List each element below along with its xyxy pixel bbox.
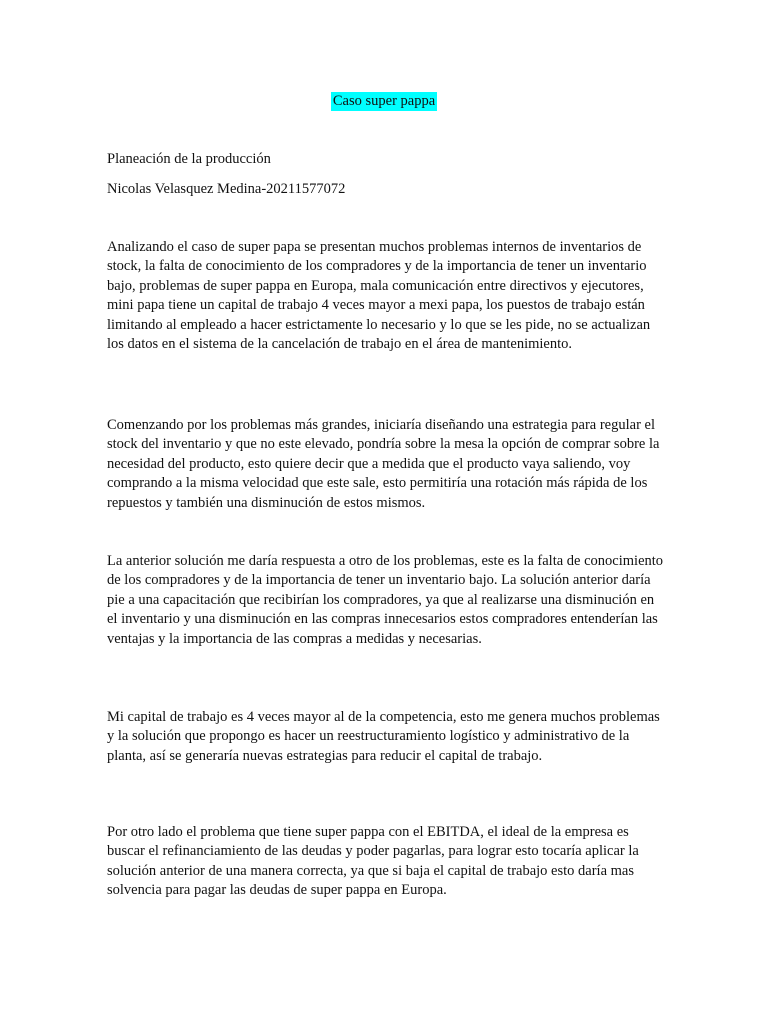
- paragraph-5: Por otro lado el problema que tiene super pappa con el EBITDA, el ideal de la empresa es buscar el refinanciamiento de las deudas y poder pagarlas, para lograr esto tocaría aplicar la solución anterior de una manera correcta, ya que si baja el capital de trabajo esto daría mas solvencia para pagar las deudas de super pappa en Europa.: [107, 824, 639, 899]
- document-title: Caso super pappa: [332, 93, 436, 109]
- paragraph-2: Comenzando por los problemas más grandes, iniciaría diseñando una estrategia para regular el stock del inventario y que no este elevado, pondría sobre la mesa la opción de comprar sobre la necesidad del producto, esto quiere decir que a medida que el producto vaya saliendo, voy comprando a la misma velocidad que este sale, esto permitiría una rotación más rápida de los repuestos y también una disminución de estos mismos.: [107, 417, 660, 511]
- title-container: [0, 92, 768, 111]
- paragraph-3: La anterior solución me daría respuesta a otro de los problemas, este es la falta de conocimiento de los compradores y de la importancia de tener un inventario bajo. La solución anterior daría pie a una capacitación que recibirían los compradores, ya que al realizarse una disminución en el inventario y una disminución en las compras innecesarios estos compradores entenderían las ventajas y la importancia de las compras a medidas y necesarias.: [107, 553, 664, 647]
- document-subject: Planeación de la producción: [107, 151, 271, 167]
- document-author: Nicolas Velasquez Medina-20211577072: [107, 181, 346, 197]
- paragraph-4: Mi capital de trabajo es 4 veces mayor al de la competencia, esto me genera muchos problemas y la solución que propongo es hacer un reestructuramiento logístico y administrativo de la planta, así se generaría nuevas estrategias para reducir el capital de trabajo.: [107, 709, 660, 764]
- paragraph-1: Analizando el caso de super papa se presentan muchos problemas internos de inventarios de stock, la falta de conocimiento de los compradores y de la importancia de tener un inventario bajo, problemas de super pappa en Europa, mala comunicación entre directivos y ejecutores, mini papa tiene un capital de trabajo 4 veces mayor a mexi papa, los puestos de trabajo están limitando al empleado a hacer estrictamente lo necesario y lo que se les pide, no se actualizan los datos en el sistema de la cancelación de trabajo en el área de mantenimiento.: [107, 239, 651, 353]
